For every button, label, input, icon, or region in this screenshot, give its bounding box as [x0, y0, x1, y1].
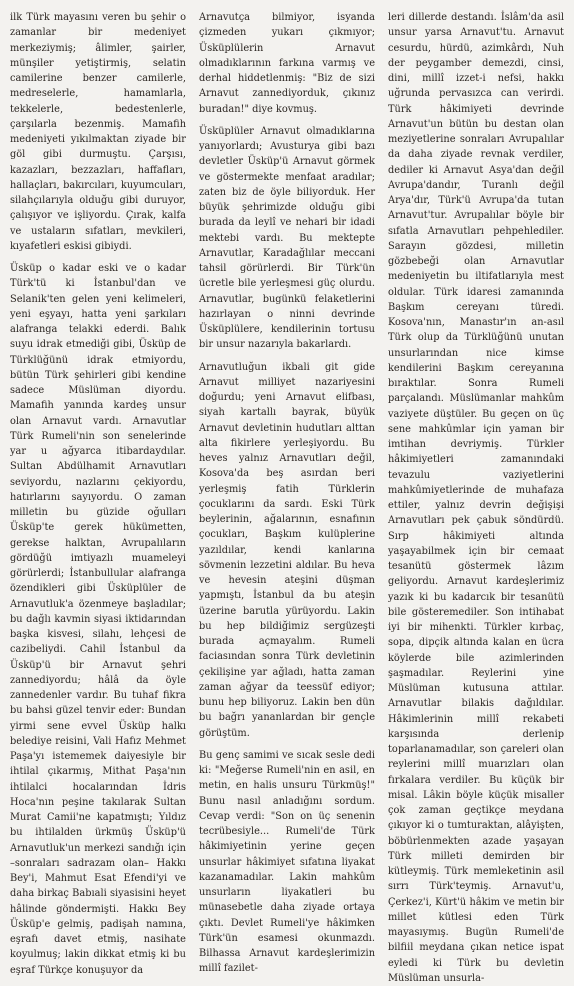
text-column-right [388, 10, 564, 984]
paragraph: Bu genç samimi ve sıcak sesle dedi ki: "Meğerse Rumeli'nin en asil, en metin, en halis unsuru Türkmüş!" Bunu nasıl anladığını sordum. Cevap verdi: "Son on üç senenin tecrübesiyle... Rumeli'de Türk hâkimiyetinin yerine geçen unsurlar hâkimiyet sıfatına liyakat kazanamadılar. Lakin mahkûm unsurların liyakatleri bu münasebetle daha ziyade ortaya çıktı. Devlet Rumeli'ye hâkimken Türk'ün esamesi okunmazdı. Bilhassa Arnavut kardeşlerimizin millî fazilet- [199, 749, 375, 975]
paragraph: leri dillerde destandı. İslâm'da asil unsur yarsa Arnavut'tu. Arnavut cesurdu, hürdü, azimkârdı, Nuh der peygamber demezdi, cinsi, dini, millî izzet-i nefsi, hakkı uğrunda pervasızca can verirdi. Türk hâkimiyeti devrinde Arnavut'un bütün bu destan olan meziyetlerine sonraları Avrupalılar da daha ziyade revnak verdiler, dediler ki Arnavut Asya'dan değil Avrupa'dandır, Turanlı değil Arya'dır, Türk'ü Avrupa'da tutan Arnavut'tur. Avrupalılar böyle bir sıfatla Arnavutları pehpehlediler. Sarayın gözdesi, milletin gözbebeği olan Arnavutlar medeniyetin bu iltifatlarıyla mest oldular. Türk idaresi zamanında Başkım cereyanı türedi. Kosova'nın, Manastır'ın an-asıl Türk olup da Türklüğünü unutan unsurlarından nice kimse kendilerini Başkım cereyanına bıraktılar. Sonra Rumeli parçalandı. Müslümanlar mahkûm vaziyete düştüler. Bu geçen on üç sene mahkûmlar için yaman bir imtihan devriymiş. Türkler hâkimiyetleri zamanındaki tevazulu vaziyetlerini mahkûmiyetlerinde de muhafaza ettiler, yalnız devrin değişişi Arnavutları pek çabuk söndürdü. Sırp hâkimiyeti altında yaşayabilmek için bir cemaat tesanütü göstermek lâzım geliyordu. Arnavut kardeşlerimiz yazık ki bu kadarcık bir tesanütü bile gösteremediler. Son intihabat iyi bir mihenkti. Türkler kırbaç, sopa, dipçik altında kalan en ücra köylerde bile azimlerinden şaşmadılar. Reylerini yine Müslüman kutusuna attılar. Arnavutlar bilakis dağıldılar. Hâkimlerinin millî rekabeti karşısında derlenip toparlanamadılar, son çareleri olan reylerini millî muarızları olan fırkalara verdiler. Bu küçük bir misal. Lâkin böyle küçük misaller çok zaman geçtikçe meydana çıkıyor ki o tumturaktan, alâyişten, böbürlenmekten azade yaşayan Türk milleti demirden bir kütleymiş. Türk memleketinin asil sırrı Türk'teymiş. Arnavut'u, Çerkez'i, Kürt'ü hâkim ve metin bir millet kütlesi eden Türk mayasıymış. Bugün Rumeli'de bilfiil meydana çıkan netice ispat eyledi ki Türk bu devletin Müslüman unsurla- [388, 12, 564, 984]
text-column-middle [199, 10, 375, 975]
paragraph: Arnavutça bilmiyor, isyanda çizmeden yukarı çıkmıyor; Üsküplülerin Arnavut olmadıklarının farkına varmış ve derhal hiddetlenmiş: "Biz de sizi Arnavut zannediyorduk, çıkınız buradan!" diye kovmuş. [199, 12, 375, 115]
paragraph: Arnavutluğun ikbali git gide Arnavut milliyet nazariyesini doğurdu; yeni Arnavut elifbası, siyah kartallı bayrak, büyük Arnavut devletinin hudutları alttan alta fikirlere yerleşiyordu. Bu heves yalnız Arnavutları değil, Kosova'da beş asırdan beri yerleşmiş fatih Türklerin çocuklarını da sardı. Eski Türk beylerinin, ağalarının, esnafının çocukları, Başkım kulüplerine yazıldılar, kendi kanlarına sövmenin lezzetini aldılar. Bu heva ve hevesin ateşini düşman yapmıştı, İstanbul da bu ateşin üzerine barutla yürüyordu. Lakin bu hep bildiğimiz sergüzeşti burada açmayalım. Rumeli faciasından sonra Türk devletinin çekilişine yar ağladı, hatta zaman zaman ağyar da teessüf ediyor; bunu hep biliyoruz. Lakin ben dün bu bağrı yananlardan bir gençle görüştüm. [199, 361, 375, 739]
text-column-left [10, 10, 186, 976]
paragraph: Üsküplüler Arnavut olmadıklarına yanıyorlardı; Avusturya gibi bazı devletler Üsküp'ü Arnavut görmek ve göstermekte menfaat aradılar; zaten biz de öyle biliyorduk. Her büyük şehrimizde olduğu gibi burada da leylî ve nehari bir idadi mektebi vardı. Bu mektepte Arnavutlar, Karadağlılar meccani tahsil görürlerdi. Bir Türk'ün ücretle bile yerleşmesi güç olurdu. Arnavutlar, bugünkü felaketlerini hazırlayan o ninni devrinde Üsküplülere, kendilerinin tortusu bir unsur nazarıyla bakarlardı. [199, 125, 375, 351]
paragraph: ilk Türk mayasını veren bu şehir o zamanlar bir medeniyet merkeziymiş; âlimler, şairler, münşiler yetiştirmiş, selatin camilerine benzer camilerle, medreselerle, hamamlarla, tekkelerle, bedestenlerle, çarşılarla bezenmiş. Mamafih medeniyeti yıkılmaktan ziyade bir göl gibi durmuştu. Çarşısı, kazazları, bezzazları, haffafları, hallaçları, bakırcıları, kuyumcuları, silahçılarıyla olduğu gibi duruyor, çalışıyor ve işliyordu. Çırak, kalfa ve ustaların sıfatları, mevkileri, kıyafetleri eskisi gibiydi. [10, 12, 186, 252]
paragraph: Üsküp o kadar eski ve o kadar Türk'tü ki İstanbul'dan ve Selanik'ten gelen yeni kelimeleri, yeni eşyayı, hatta yeni şarkıları alafranga telakki ederdi. Balık suyu idrak etmediği gibi, Üsküp de Türklüğünü idrak etmiyordu, bütün Türk şehirleri gibi kendine sadece Müslüman diyordu. Mamafih yanında kardeş unsur olan Arnavut vardı. Arnavutlar Türk Rumeli'nin son senelerinde yar u ağyarca itibardaydılar. Sultan Abdülhamit Arnavutları seviyordu, nazlarını çekiyordu, hatırlarını sayıyordu. O zaman milletin bu güzide oğulları Üsküp'te gerek hükümetten, gerekse halktan, Avrupalıların gördüğü imtiyazlı muameleyi görürlerdi; İstanbullular alafranga özendikleri gibi Üsküplüler de Arnavutluk'a özenmeye başladılar; bu dağlı kavmin siyasi iktidarından başka kisvesi, silahı, lehçesi de cazibeliydi. Cahil İstanbul da Üsküp'ü bir Arnavut şehri zannediyordu; hâlâ da öyle zannedenler vardır. Bu tuhaf fikra bu bahsi güzel tenvir eder: Bundan yirmi sene evvel Üsküp halkı belediye reisini, Vali Hafız Mehmet Paşa'yı istememek daiyesiyle bir ihtilal çıkarmış, Mithat Paşa'nın ihtilalci hocalarından İdris Hoca'nın peşine takılarak Sultan Murat Camii'ne kapatmıştı; Yıldız bu ihtilalden ürkmüş Üsküp'ü Arnavutluk'un merkezi sandığı için –sonraları sadrazam olan– Hakkı Bey'i, Mahmut Esat Efendi'yi ve daha birkaç Babıali siyasisini heyet hâlinde göndermişti. Hakkı Bey Üsküp'e gelmiş, padişah namına, eşrafı davet etmiş, nasihate koyulmuş; lakin dikkat etmiş ki bu eşraf Türkçe konuşuyor da [10, 263, 186, 976]
